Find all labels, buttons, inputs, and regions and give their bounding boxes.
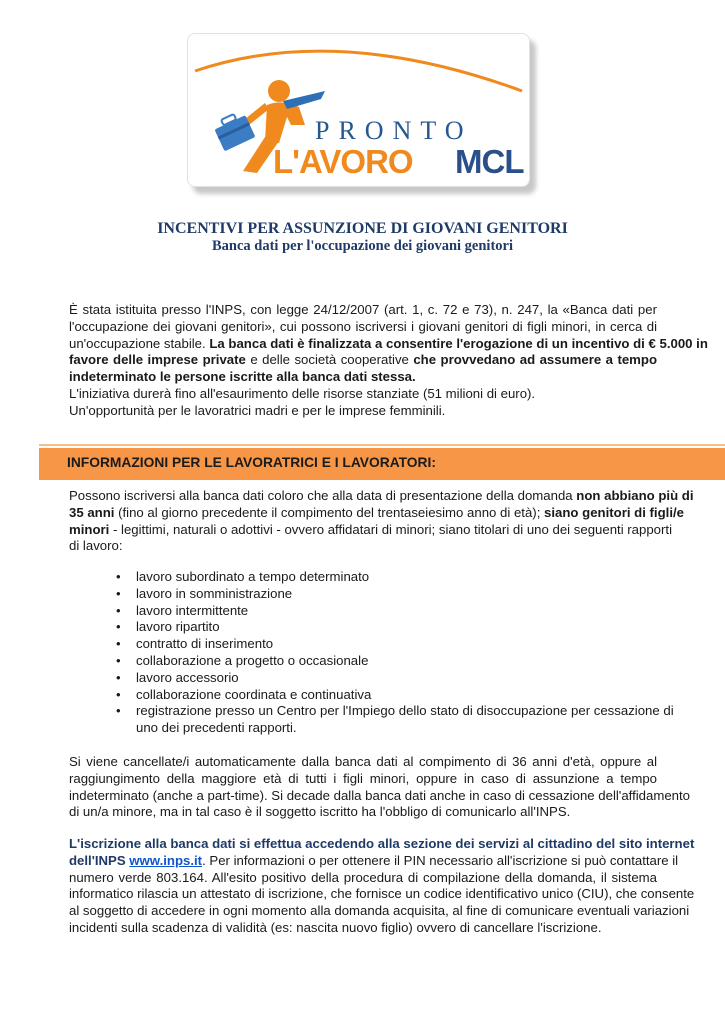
intro-paragraph <box>69 302 708 420</box>
intro-line: favore delle imprese private e delle società cooperative che provvedano ad assumere a tempo <box>69 352 658 368</box>
logo-text-pronto: PRONTO <box>315 116 473 145</box>
registration-line: numero verde 803.164. All'esito positivo della procedura di compilazione della domanda, il sistema <box>69 869 657 885</box>
list-item: • contratto di inserimento <box>116 636 656 653</box>
inps-link[interactable]: www.inps.it <box>129 852 203 868</box>
registration-paragraph <box>69 836 695 937</box>
registration-line: al soggetto di accedere in ogni momento alla domanda acquisita, al fine di comunicare eventuali variazioni <box>69 903 690 919</box>
eligibility-line: Possono iscriversi alla banca dati coloro che alla data di presentazione della domanda non abbiano più di <box>69 488 694 503</box>
registration-line: dell'INPS www.inps.it. Per informazioni o per ottenere il PIN necessario all'iscrizione si può contattare il <box>69 852 679 868</box>
intro-line: un'occupazione stabile. La banca dati è finalizzata a consentire l'erogazione di un incentivo di € 5.000 in <box>69 335 708 351</box>
section-banner <box>39 438 725 482</box>
registration-line: incidenti sulla scadenza di validità (es: nascita nuovo figlio) ovvero di cancellare l'iscrizione. <box>69 919 602 935</box>
logo-text-mcl: MCL <box>455 143 524 180</box>
employment-types-list <box>116 569 674 737</box>
section-heading: INFORMAZIONI PER LE LAVORATRICI E I LAVORATORI: <box>67 455 436 470</box>
intro-line: Un'opportunità per le lavoratrici madri e per le imprese femminili. <box>69 402 446 418</box>
page-title: INCENTIVI PER ASSUNZIONE DI GIOVANI GENITORI <box>157 220 568 237</box>
logo <box>187 33 542 195</box>
page-subtitle: Banca dati per l'occupazione dei giovani genitori <box>211 238 513 254</box>
logo-text-lavoro: L'AVORO <box>273 143 413 180</box>
cancel-line: raggiungimento della maggiore età di tutti i figli minori, oppure in caso di assunzione a tempo <box>69 770 657 786</box>
cancel-line: indeterminato (anche a part-time). Si decade dalla banca dati anche in caso di cessazione dell'affidamento <box>69 787 690 803</box>
intro-line: L'iniziativa durerà fino all'esaurimento delle risorse stanziate (51 milioni di euro). <box>69 385 536 401</box>
eligibility-line: 35 anni (fino al giorno precedente il compimento del trentaseiesimo anno di età); siano genitori di figli/e <box>69 504 684 520</box>
registration-line: informatico rilascia un attestato di iscrizione, che fornisce un codice identificativo unico (CIU), che consente <box>69 886 695 902</box>
cancel-line: Si viene cancellate/i automaticamente dalla banca dati al compimento di 36 anni d'età, oppure al <box>69 754 657 769</box>
cancellation-paragraph <box>69 754 690 821</box>
list-item: • lavoro ripartito <box>116 619 656 636</box>
eligibility-paragraph <box>69 488 694 555</box>
registration-line: L'iscrizione alla banca dati si effettua accedendo alla sezione dei servizi al cittadino del sito internet <box>69 836 695 851</box>
list-item: • lavoro subordinato a tempo determinato <box>116 569 656 586</box>
intro-line: È stata istituita presso l'INPS, con legge 24/12/2007 (art. 1, c. 72 e 73), n. 247, la «Banca dati per <box>69 302 657 317</box>
eligibility-line: minori - legittimi, naturali o adottivi - ovvero affidatari di minori; siano titolari di uno dei seguenti rapporti <box>69 521 672 537</box>
list-item: • lavoro intermittente <box>116 603 656 620</box>
list-item: • lavoro accessorio <box>116 670 656 687</box>
intro-line: indeterminato le persone iscritte alla banca dati stessa. <box>69 369 416 385</box>
list-item: • collaborazione coordinata e continuativa <box>116 687 656 704</box>
list-item: • collaborazione a progetto o occasionale <box>116 653 656 670</box>
intro-line: l'occupazione dei giovani genitori», cui possono iscriversi i giovani genitori di figli minori, in cerca di <box>69 318 657 334</box>
list-item: • lavoro in somministrazione <box>116 586 656 603</box>
cancel-line: di un/a minore, ma in tal caso è il soggetto iscritto ha l'obbligo di comunicarlo all'INPS. <box>69 804 571 820</box>
list-item: • registrazione presso un Centro per l'Impiego dello stato di disoccupazione per cessazione di uno dei precedenti rapporti. <box>116 703 656 737</box>
eligibility-line: di lavoro: <box>69 538 123 554</box>
banner-top-line <box>39 444 725 446</box>
